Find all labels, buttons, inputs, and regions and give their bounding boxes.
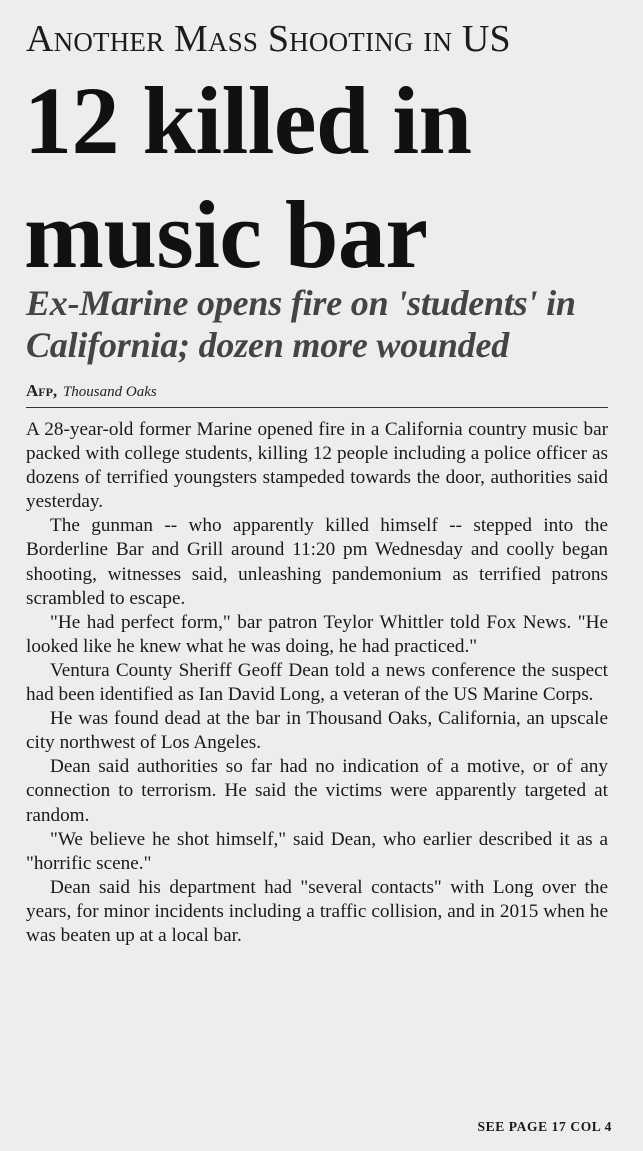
kicker-headline: Another Mass Shooting in US xyxy=(26,18,511,60)
continuation-note: SEE PAGE 17 COL 4 xyxy=(477,1119,612,1134)
article-paragraph: "We believe he shot himself," said Dean, who earlier described it as a "horrific scene." xyxy=(26,828,608,874)
article-paragraph: A 28-year-old former Marine opened fire in a California country music bar packed with college students, killing 12 people including a police officer as dozens of terrified youngsters stampeded towards the door, authorities said yesterday. xyxy=(26,419,608,513)
byline-dateline: Thousand Oaks xyxy=(62,384,157,400)
article-paragraph: He was found dead at the bar in Thousand Oaks, California, an upscale city northwest of Los Angeles. xyxy=(26,708,608,754)
sub-headline: Ex-Marine opens fire on 'students' in California; dozen more wounded xyxy=(26,283,576,365)
main-headline: 12 killed in music bar xyxy=(24,67,472,288)
article-paragraph: The gunman -- who apparently killed himself -- stepped into the Borderline Bar and Grill around 11:20 pm Wednesday and coolly began shooting, witnesses said, unleashing pandemonium as terrified patrons scrambled to escape. xyxy=(26,515,608,609)
article-paragraph: "He had perfect form," bar patron Teylor Whittler told Fox News. "He looked like he knew what he was doing, he had practiced." xyxy=(26,611,608,657)
article-paragraph: Dean said his department had "several contacts" with Long over the years, for minor incidents including a traffic collision, and in 2015 when he was beaten up at a local bar. xyxy=(26,876,608,946)
divider-rule xyxy=(26,407,608,408)
article-body xyxy=(26,418,608,948)
byline-agency: Afp, xyxy=(26,381,58,400)
byline xyxy=(26,381,626,402)
article-paragraph: Ventura County Sheriff Geoff Dean told a news conference the suspect had been identified as Ian David Long, a veteran of the US Marine Corps. xyxy=(26,659,608,706)
article-paragraph: Dean said authorities so far had no indication of a motive, or of any connection to terrorism. He said the victims were apparently targeted at random. xyxy=(26,756,608,826)
